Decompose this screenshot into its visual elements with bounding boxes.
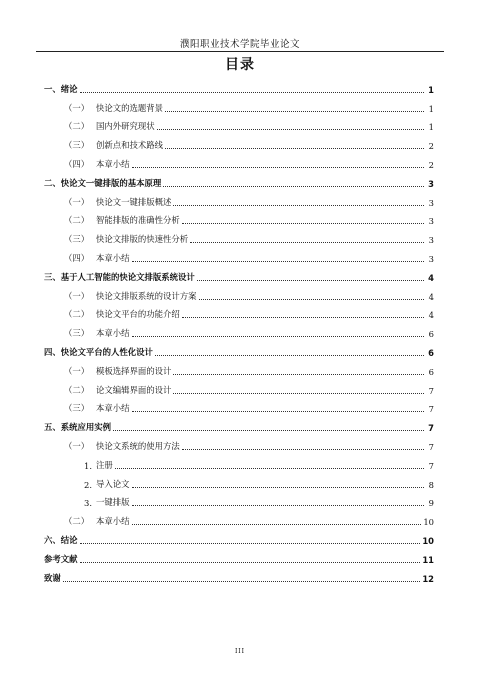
toc-entry[interactable]: [44, 546, 434, 565]
toc-entry-page: 7: [428, 441, 434, 452]
toc-entry-number: （三）: [64, 234, 90, 245]
toc-entry-label: 快论文平台的人性化设计: [60, 346, 153, 357]
toc-entry[interactable]: [44, 471, 434, 490]
dot-leader: [132, 486, 425, 488]
toc-entry-number: 五、: [44, 422, 61, 433]
toc-entry-page: 4: [428, 310, 434, 321]
toc-entry-label: 快论文系统的使用方法: [96, 440, 180, 451]
dot-leader: [199, 298, 425, 300]
toc-entry[interactable]: [44, 283, 434, 302]
toc-entry[interactable]: [44, 189, 434, 208]
toc-entry-label: 快论文排版系统的设计方案: [96, 290, 197, 301]
toc-entry[interactable]: [44, 114, 434, 133]
toc-entry[interactable]: [44, 339, 434, 358]
dot-leader: [165, 147, 424, 149]
toc-entry[interactable]: [44, 302, 434, 321]
dot-leader: [80, 542, 421, 544]
toc-entry-label: 本章小结: [96, 403, 130, 414]
toc-entry-label: 绪论: [60, 83, 78, 94]
toc-entry-page: 7: [428, 423, 434, 434]
toc-entry-number: （三）: [64, 328, 90, 339]
toc-entry-label: 模板选择界面的设计: [96, 365, 172, 376]
dot-leader: [182, 316, 424, 318]
dot-leader: [132, 504, 425, 506]
toc-entry[interactable]: [44, 245, 434, 264]
toc-entry[interactable]: [44, 396, 434, 415]
dot-leader: [132, 260, 425, 262]
toc-entry-page: 1: [428, 84, 434, 95]
toc-entry-label: 论文编辑界面的设计: [96, 384, 172, 395]
toc-entry-page: 3: [428, 216, 434, 227]
toc-entry-label: 快论文一键排版的基本原理: [60, 177, 162, 188]
toc-entry-page: 2: [428, 159, 434, 170]
toc-entry[interactable]: [44, 151, 434, 170]
toc-entry[interactable]: [44, 414, 434, 433]
toc-entry-number: （二）: [64, 384, 90, 395]
toc-entry-page: 6: [428, 366, 434, 377]
dot-leader: [182, 448, 424, 450]
toc-entry-page: 6: [428, 347, 434, 358]
toc-entry-number: 2.: [84, 479, 92, 490]
toc-entry-page: 7: [428, 460, 434, 471]
dot-leader: [173, 204, 424, 206]
toc-entry-page: 10: [423, 517, 434, 528]
running-header: 濮阳职业技术学院毕业论文: [179, 39, 300, 50]
toc-entry-label: 一键排版: [96, 497, 130, 508]
toc-entry-label: 致谢: [44, 572, 61, 583]
header-rule: [36, 51, 444, 52]
toc-entry-page: 3: [428, 178, 434, 189]
toc-entry-label: 本章小结: [96, 516, 130, 527]
toc-entry-label: 快论文的选题背景: [96, 102, 163, 113]
toc-entry-number: 二、: [44, 177, 61, 188]
toc-entry-number: 3.: [84, 498, 92, 509]
toc-entry[interactable]: [44, 132, 434, 151]
toc-entry[interactable]: [44, 208, 434, 227]
toc-entry-number: （一）: [64, 290, 90, 301]
dot-leader: [132, 166, 425, 168]
toc-entry-number: 三、: [44, 271, 61, 282]
toc-entry[interactable]: [44, 226, 434, 245]
toc-entry-page: 1: [428, 122, 434, 133]
toc-entry-label: 快论文一键排版概述: [96, 196, 172, 207]
toc-entry-number: （二）: [64, 121, 90, 132]
toc-entry-label: 快论文平台的功能介绍: [96, 309, 180, 320]
dot-leader: [165, 110, 424, 112]
toc-entry-page: 3: [428, 197, 434, 208]
page-number: III: [234, 648, 246, 655]
toc-entry-label: 参考文献: [44, 553, 78, 564]
toc-entry-label: 结论: [60, 534, 78, 545]
toc-entry-number: 一、: [44, 83, 61, 94]
dot-leader: [173, 373, 424, 375]
toc-entry-page: 3: [428, 235, 434, 246]
toc-entry-label: 快论文排版的快速性分析: [96, 234, 189, 245]
toc-entry[interactable]: [44, 433, 434, 452]
dot-leader: [80, 561, 421, 563]
toc-entry-page: 9: [428, 498, 434, 509]
dot-leader: [173, 392, 424, 394]
toc-entry-label: 本章小结: [96, 328, 130, 339]
toc-entry[interactable]: [44, 527, 434, 546]
toc-entry-number: （一）: [64, 365, 90, 376]
toc-entry-page: 7: [428, 385, 434, 396]
toc-entry-label: 国内外研究现状: [96, 121, 155, 132]
dot-leader: [113, 429, 424, 431]
toc-entry-page: 2: [428, 141, 434, 152]
toc-entry-label: 本章小结: [96, 158, 130, 169]
toc-entry-label: 创新点和技术路线: [96, 140, 163, 151]
toc-entry[interactable]: [44, 320, 434, 339]
toc-entry-number: 六、: [44, 534, 61, 545]
toc-entry-number: 四、: [44, 346, 61, 357]
table-of-contents: [44, 76, 434, 584]
toc-entry[interactable]: [44, 565, 434, 584]
toc-entry[interactable]: [44, 377, 434, 396]
toc-entry-label: 注册: [96, 459, 113, 470]
toc-entry-page: 4: [428, 272, 434, 283]
dot-leader: [182, 222, 424, 224]
dot-leader: [132, 523, 422, 525]
toc-entry-number: （三）: [64, 140, 90, 151]
toc-entry[interactable]: [44, 264, 434, 283]
toc-entry-page: 6: [428, 329, 434, 340]
toc-title: 目录: [225, 57, 255, 73]
toc-entry[interactable]: [44, 95, 434, 114]
toc-entry-page: 8: [428, 479, 434, 490]
dot-leader: [115, 467, 424, 469]
toc-entry-number: （二）: [64, 215, 90, 226]
toc-entry-page: 3: [428, 253, 434, 264]
dot-leader: [190, 241, 424, 243]
toc-entry-label: 智能排版的准确性分析: [96, 215, 180, 226]
toc-entry-page: 7: [428, 404, 434, 415]
toc-entry[interactable]: [44, 452, 434, 471]
toc-entry-number: （二）: [64, 516, 90, 527]
toc-entry[interactable]: [44, 170, 434, 189]
dot-leader: [155, 354, 424, 356]
dot-leader: [63, 580, 421, 582]
toc-entry-number: （一）: [64, 440, 90, 451]
toc-entry-label: 导入论文: [96, 478, 130, 489]
toc-entry-page: 1: [428, 103, 434, 114]
dot-leader: [163, 185, 424, 187]
dot-leader: [132, 410, 425, 412]
toc-entry[interactable]: [44, 358, 434, 377]
toc-entry-page: 11: [422, 554, 434, 565]
toc-entry-page: 12: [422, 573, 434, 584]
toc-entry[interactable]: [44, 490, 434, 509]
toc-entry-number: （四）: [64, 158, 90, 169]
dot-leader: [197, 279, 424, 281]
toc-entry-label: 系统应用实例: [60, 422, 111, 433]
toc-entry-page: 4: [428, 291, 434, 302]
toc-entry[interactable]: [44, 508, 434, 527]
toc-entry-label: 基于人工智能的快论文排版系统设计: [60, 271, 195, 282]
toc-entry-number: （四）: [64, 252, 90, 263]
toc-entry-number: （三）: [64, 403, 90, 414]
toc-entry-number: （一）: [64, 196, 90, 207]
toc-entry-label: 本章小结: [96, 252, 130, 263]
dot-leader: [80, 91, 425, 93]
toc-entry-number: （一）: [64, 102, 90, 113]
toc-entry-number: （二）: [64, 309, 90, 320]
dot-leader: [132, 335, 425, 337]
toc-entry[interactable]: [44, 76, 434, 95]
dot-leader: [157, 128, 424, 130]
toc-entry-number: 1.: [84, 460, 92, 471]
toc-entry-page: 10: [422, 535, 434, 546]
